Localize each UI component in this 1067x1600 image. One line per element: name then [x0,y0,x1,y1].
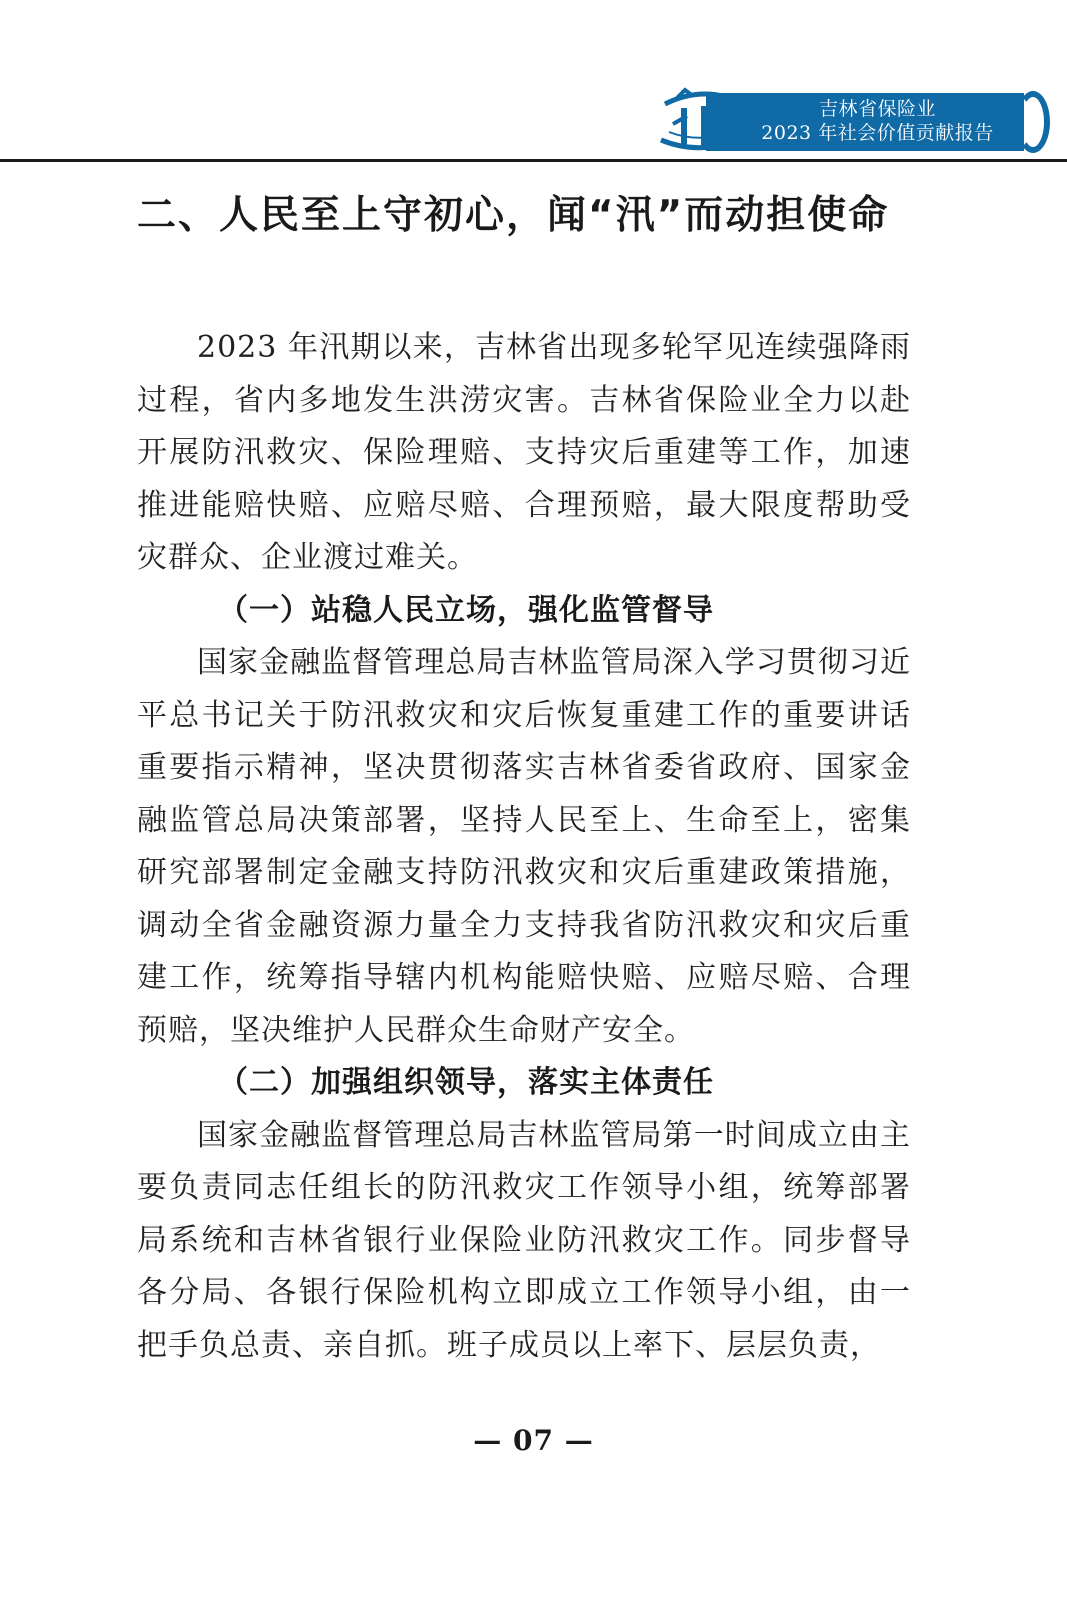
page-header [0,0,1067,165]
banner-curve-decoration [1016,91,1050,153]
body-text [137,322,911,1372]
header-divider [0,159,1067,162]
section-title: 二、人民至上守初心，闻“汛”而动担使命 [137,193,890,238]
subheading-1: （一）站稳人民立场，强化监管督导 [218,592,714,628]
subheading-2: （二）加强组织领导，落实主体责任 [218,1065,714,1100]
paragraph-2: 国家金融监督管理总局吉林监管局第一时间成立由主要负责同志任组长的防汛救灾工作领导小组，统筹部署局系统和吉林省银行业保险业防汛救灾工作。同步督导各分局、各银行保险机构立即成立工作领导小组，由一把手负总责、亲自抓。班子成员以上率下、层层负责， [137,1117,911,1363]
banner-line-1: 吉林省保险业 [818,98,936,120]
report-title-banner [745,97,1010,145]
paragraph-intro: 2023 年汛期以来，吉林省出现多轮罕见连续强降雨过程，省内多地发生洪涝灾害。吉林省保险业全力以赴开展防汛救灾、保险理赔、支持灾后重建等工作，加速推进能赔快赔、应赔尽赔、合理预赔，最大限度帮助受灾群众、企业渡过难关。 [137,330,911,575]
paragraph-1: 国家金融监督管理总局吉林监管局深入学习贯彻习近平总书记关于防汛救灾和灾后恢复重建工作的重要讲话重要指示精神，坚决贯彻落实吉林省委省政府、国家金融监管总局决策部署，坚持人民至上、生命至上，密集研究部署制定金融支持防汛救灾和灾后重建政策措施，调动全省金融资源力量全力支持我省防汛救灾和灾后重建工作，统筹指导辖内机构能赔快赔、应赔尽赔、合理预赔，坚决维护人民群众生命财产安全。 [137,645,911,1048]
page-number: — 07 — [473,1424,594,1457]
banner-line-2: 2023 年社会价值贡献报告 [761,122,994,144]
